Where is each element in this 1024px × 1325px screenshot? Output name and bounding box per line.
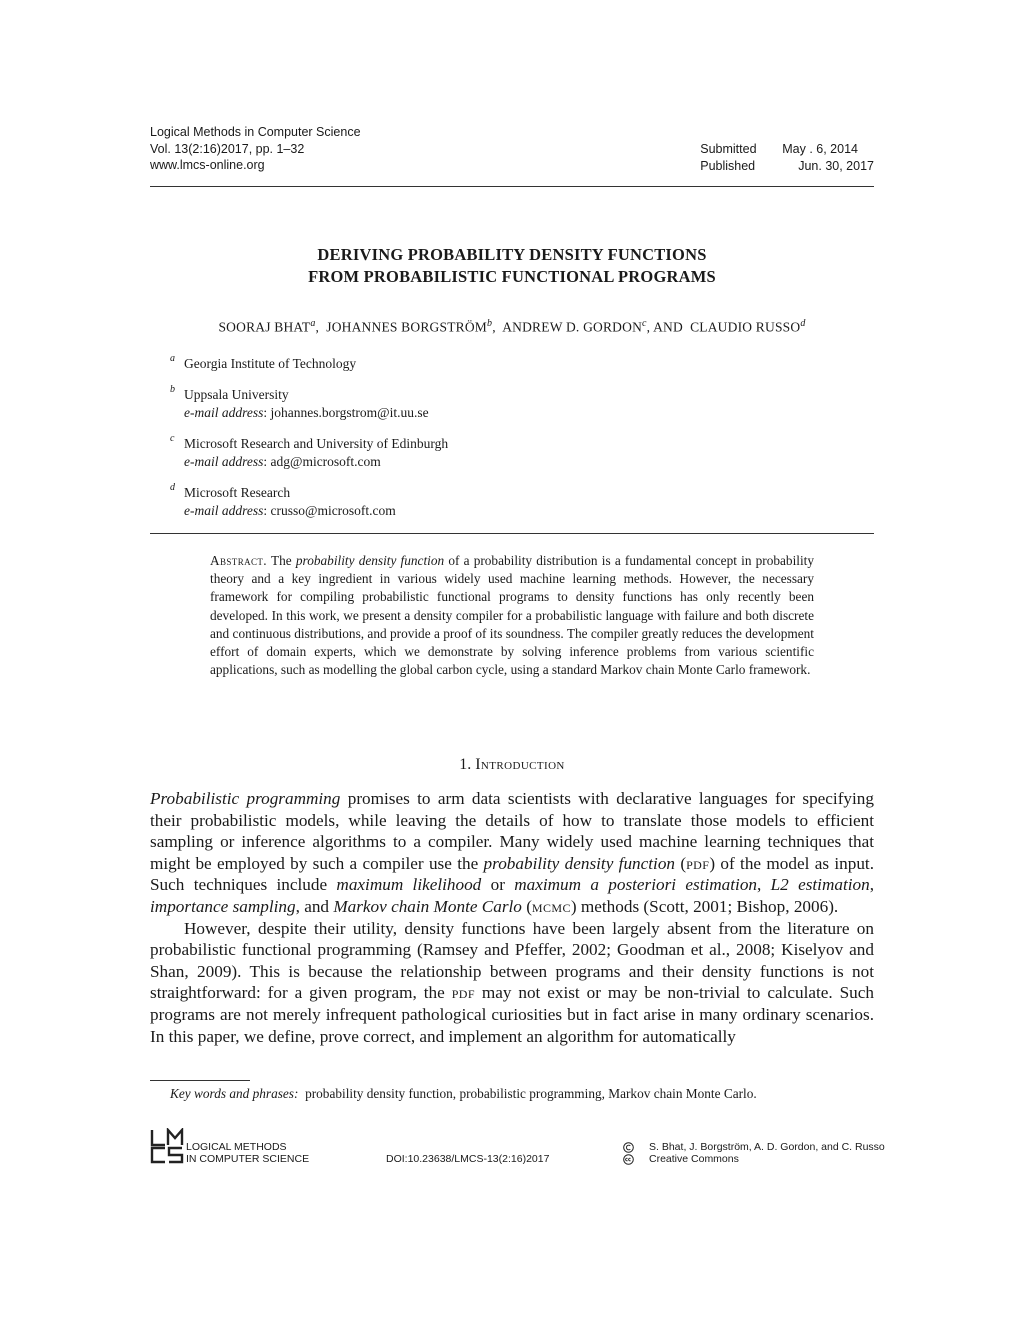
text-run: ( xyxy=(675,853,687,873)
text-run: may not exist or may be non-trivial to calculate. Such programs are not merely infrequent pathological curiosities but in fact arise in many ordinary scenarios. In this paper, we define, prove correct, and implement an algorithm for automatically xyxy=(150,983,874,1046)
paragraph xyxy=(150,788,874,918)
license-block xyxy=(622,1142,885,1165)
email-address[interactable]: crusso@microsoft.com xyxy=(270,503,396,518)
published-label: Published xyxy=(700,158,756,173)
author-separator: , xyxy=(492,319,500,335)
affiliation-item: d Microsoft Research e-mail address: crusso@microsoft.com xyxy=(170,484,448,520)
lmcs-logo xyxy=(150,1128,184,1164)
journal-line-2: IN COMPUTER SCIENCE xyxy=(186,1152,310,1165)
abstract-label: Abstract. xyxy=(210,553,268,568)
text-run: However, despite their utility, density functions have been largely absent from the literature on probabilistic functional programming (Ramsey and Pfeffer, 2002; Goodman et al., 2008; Kiselyov and Shan, 2009). This is because the relationship between programs and their density functions is not straightforward: for a given program, the xyxy=(150,918,874,1003)
doi[interactable]: DOI:10.23638/LMCS-13(2:16)2017 xyxy=(386,1153,550,1165)
footer-journal xyxy=(186,1142,309,1165)
affiliation-institution: Uppsala University xyxy=(184,387,289,402)
creative-commons-icon xyxy=(622,1154,635,1165)
license-name[interactable]: Creative Commons xyxy=(649,1152,739,1165)
email-address[interactable]: adg@microsoft.com xyxy=(270,454,381,469)
published-date: Jun. 30, 2017 xyxy=(798,158,874,173)
affiliation-institution: Microsoft Research and University of Edinburgh xyxy=(184,436,449,451)
abstract-term: probability density function xyxy=(295,553,445,568)
copyright-icon xyxy=(622,1142,635,1153)
text-run: promises to arm data scientists with declarative languages for specifying their probabilistic models, while leaving the details of how to translate those models to efficient sampling or inference algorithms to a compiler. Many widely used machine learning techniques that might be employed by such a compiler use the xyxy=(150,789,874,873)
text-run: ) of the model as input. Such techniques include xyxy=(150,853,874,895)
affiliation-institution: Georgia Institute of Technology xyxy=(184,356,357,371)
author-name: ANDREW D. GORDON xyxy=(502,319,643,335)
email-label: e-mail address xyxy=(184,503,264,518)
text-run: importance sampling xyxy=(150,896,296,916)
body-text xyxy=(150,788,874,1047)
text-run: mcmc xyxy=(531,896,571,916)
text-run: or xyxy=(481,875,515,895)
volume-info: Vol. 13(2:16)2017, pp. 1–32 xyxy=(150,141,305,156)
text-run: pdf xyxy=(451,983,475,1003)
keywords-text: probability density function, probabilistic programming, Markov chain Monte Carlo. xyxy=(305,1086,757,1101)
publication-dates xyxy=(700,141,874,174)
title-line-2: FROM PROBABILISTIC FUNCTIONAL PROGRAMS xyxy=(308,267,716,286)
author-name: CLAUDIO RUSSO xyxy=(690,319,801,335)
text-run: Probabilistic programming xyxy=(150,789,341,808)
affiliation-item: b Uppsala University e-mail address: johannes.borgstrom@it.uu.se xyxy=(170,386,448,422)
paper-title xyxy=(150,244,874,288)
abstract-intro: The xyxy=(271,553,292,568)
text-run: maximum a posteriori estimation xyxy=(514,875,758,895)
keywords-label: Key words and phrases: xyxy=(170,1086,299,1101)
email-label: e-mail address xyxy=(184,454,264,469)
journal-website[interactable]: www.lmcs-online.org xyxy=(150,158,265,172)
copyright-holders: S. Bhat, J. Borgström, A. D. Gordon, and C. Russo xyxy=(649,1141,885,1153)
affiliation-mark: b xyxy=(170,384,175,395)
text-run: ( xyxy=(521,896,532,916)
affiliation-institution: Microsoft Research xyxy=(184,485,291,500)
text-run: maximum likelihood xyxy=(336,875,482,895)
title-line-1: DERIVING PROBABILITY DENSITY FUNCTIONS xyxy=(317,245,707,264)
author-name: SOORAJ BHAT xyxy=(218,319,311,335)
email-address[interactable]: johannes.borgstrom@it.uu.se xyxy=(270,405,429,420)
affiliations-divider xyxy=(150,533,874,534)
affiliations xyxy=(170,355,448,533)
paragraph xyxy=(150,918,874,1048)
text-run: , xyxy=(757,875,771,895)
header-divider xyxy=(150,186,874,187)
text-run: L2 estimation xyxy=(770,875,870,895)
text-run: , xyxy=(869,875,874,895)
abstract xyxy=(210,552,814,679)
section-number: 1. xyxy=(459,756,472,773)
affiliation-item: c Microsoft Research and University of Edinburgh e-mail address: adg@microsoft.com xyxy=(170,435,448,471)
submitted-label: Submitted xyxy=(700,142,757,156)
submitted-date: May . 6, 2014 xyxy=(782,142,858,156)
text-run: , and xyxy=(295,896,334,916)
text-run: Markov chain Monte Carlo xyxy=(333,896,522,916)
author-mark: d xyxy=(800,318,806,329)
affiliation-mark: d xyxy=(170,482,175,493)
author-mark: a xyxy=(310,318,316,329)
journal-header xyxy=(150,124,361,174)
author-mark: c xyxy=(642,318,647,329)
email-label: e-mail address xyxy=(184,405,264,420)
text-run: probability density function xyxy=(483,853,676,873)
footnote-divider xyxy=(150,1080,250,1081)
section-title: Introduction xyxy=(475,756,565,773)
text-run: pdf xyxy=(686,853,710,873)
author-separator: , xyxy=(315,319,323,335)
journal-line-1: LOGICAL METHODS xyxy=(186,1141,287,1153)
journal-name: Logical Methods in Computer Science xyxy=(150,125,361,139)
author-name: JOHANNES BORGSTRÖM xyxy=(326,319,487,335)
section-heading xyxy=(150,756,874,774)
affiliation-mark: c xyxy=(170,433,175,444)
keywords-footnote xyxy=(170,1086,757,1102)
affiliation-mark: a xyxy=(170,353,175,364)
author-separator: , AND xyxy=(646,319,687,335)
abstract-text: of a probability distribution is a fundamental concept in probability theory and a key ingredient in various widely used machine learning methods. However, the necessary framework for compiling probabilistic functional programs to density functions has only recently been developed. In this work, we present a density compiler for a probabilistic language with failure and both discrete and continuous distributions, and provide a proof of its soundness. The compiler greatly reduces the development effort of domain experts, which we demonstrate by solving inference problems from various scientific applications, such as modelling the global carbon cycle, using a standard Markov chain Monte Carlo framework. xyxy=(210,553,815,678)
text-run: ) methods (Scott, 2001; Bishop, 2006). xyxy=(570,896,839,916)
author-list xyxy=(150,318,874,336)
author-mark: b xyxy=(487,318,493,329)
affiliation-item xyxy=(170,355,448,373)
